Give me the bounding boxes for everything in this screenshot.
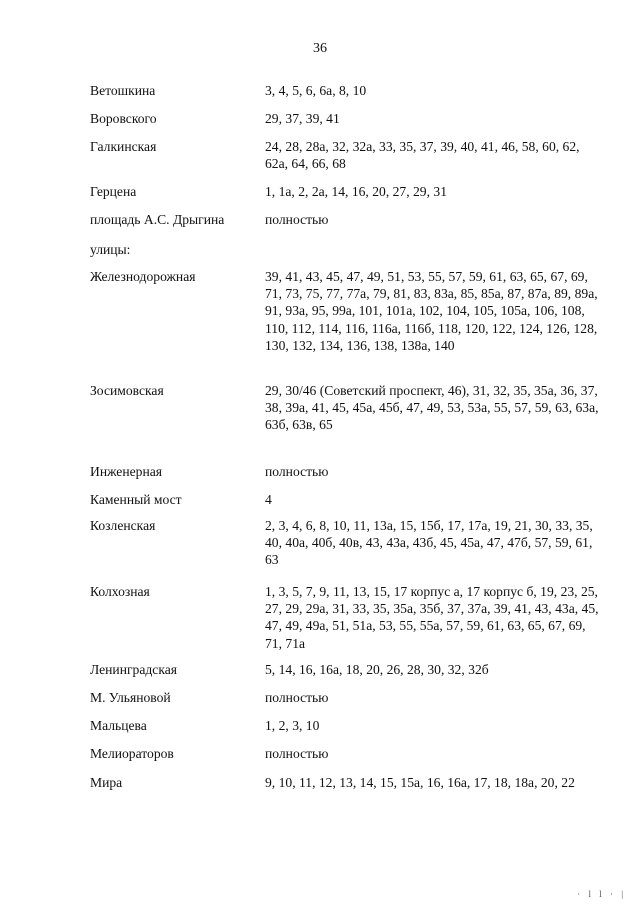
house-numbers: полностью <box>265 212 329 227</box>
street-name: Ветошкина <box>90 83 156 98</box>
street-name: Воровского <box>90 111 157 126</box>
page-number: 36 <box>313 41 327 56</box>
street-name: площадь А.С. Дрыгина <box>90 212 225 227</box>
street-name: Герцена <box>90 184 137 199</box>
street-name: Зосимовская <box>90 383 164 398</box>
house-numbers: 1, 3, 5, 7, 9, 11, 13, 15, 17 корпус а, 17 корпус б, 19, 23, 25, 27, 29, 29а, 31, 33, 35, 35а, 35б, 37, 37а, 39, 41, 43, 43а, 45, 47, 49, 49а, 51, 51а, 53, 55, 55а, 57, 59, 61, 63, 65, 67, 69, 71, 71а <box>265 584 599 651</box>
house-numbers: 4 <box>265 492 272 507</box>
house-numbers: 9, 10, 11, 12, 13, 14, 15, 15а, 16, 16а, 17, 18, 18а, 20, 22 <box>265 775 575 790</box>
street-name: М. Ульяновой <box>90 690 171 705</box>
street-name: Инженерная <box>90 464 163 479</box>
section-heading: улицы: <box>90 242 131 257</box>
street-name: Мира <box>90 775 123 790</box>
street-name: Каменный мост <box>90 492 182 507</box>
street-name: Мальцева <box>90 718 147 733</box>
house-numbers: 24, 28, 28а, 32, 32а, 33, 35, 37, 39, 40, 41, 46, 58, 60, 62, 62а, 64, 66, 68 <box>265 139 580 172</box>
street-name: Ленинградская <box>90 662 178 677</box>
house-numbers: полностью <box>265 464 329 479</box>
street-name: Железнодорожная <box>90 269 196 284</box>
house-numbers: 29, 30/46 (Советский проспект, 46), 31, 32, 35, 35а, 36, 37, 38, 39а, 41, 45, 45а, 45б, 47, 49, 53, 53а, 55, 57, 59, 63, 63а, 63б, 63в, 65 <box>265 383 599 433</box>
street-name: Мелиораторов <box>90 746 174 761</box>
house-numbers: полностью <box>265 746 329 761</box>
house-numbers: 5, 14, 16, 16а, 18, 20, 26, 28, 30, 32, 32б <box>265 662 489 677</box>
scan-margin-marks: · l l · | <box>577 888 626 899</box>
house-numbers: полностью <box>265 690 329 705</box>
house-numbers: 2, 3, 4, 6, 8, 10, 11, 13а, 15, 15б, 17, 17а, 19, 21, 30, 33, 35, 40, 40а, 40б, 40в, 43, 43а, 43б, 45, 45а, 47, 47б, 57, 59, 61, 63 <box>265 518 593 568</box>
house-numbers: 39, 41, 43, 45, 47, 49, 51, 53, 55, 57, 59, 61, 63, 65, 67, 69, 71, 73, 75, 77, 77а, 79, 81, 83, 83а, 85, 85а, 87, 87а, 89, 89а, 91, 93а, 95, 99а, 101, 101а, 102, 104, 105, 105а, 106, 108, 110, 112, 114, 116, 116а, 116б, 118, 120, 122, 124, 126, 128, 130, 132, 134, 136, 138, 138а, 140 <box>265 269 598 353</box>
house-numbers: 3, 4, 5, 6, 6а, 8, 10 <box>265 83 367 98</box>
house-numbers: 1, 2, 3, 10 <box>265 718 320 733</box>
street-name: Козленская <box>90 518 156 533</box>
house-numbers: 1, 1а, 2, 2а, 14, 16, 20, 27, 29, 31 <box>265 184 447 199</box>
street-name: Колхозная <box>90 584 150 599</box>
street-name: Галкинская <box>90 139 157 154</box>
house-numbers: 29, 37, 39, 41 <box>265 111 340 126</box>
